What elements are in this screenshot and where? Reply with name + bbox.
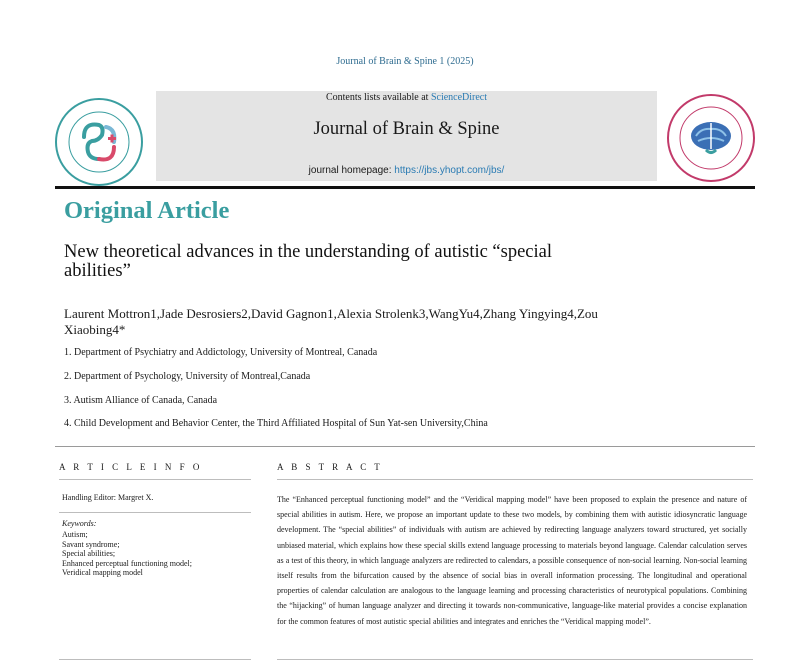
abstract-heading: A B S T R A C T	[277, 462, 383, 472]
handling-editor: Handling Editor: Margret X.	[62, 493, 154, 502]
article-info-heading: A R T I C L E I N F O	[59, 462, 203, 472]
section-divider	[55, 446, 755, 447]
hospital-logo-graphic	[54, 97, 144, 187]
article-title	[64, 243, 654, 281]
keyword-item: Veridical mapping model	[62, 568, 143, 578]
contents-prefix: Contents lists available at	[325, 92, 431, 103]
header-rule	[55, 186, 755, 189]
abstract-bottom-rule	[277, 659, 753, 660]
article-title-line-1: New theoretical advances in the understanding of autistic “special	[64, 242, 553, 262]
journal-name: Journal of Brain & Spine	[313, 119, 500, 139]
sciencedirect-link[interactable]: ScienceDirect	[430, 92, 488, 103]
homepage-prefix: journal homepage:	[308, 165, 395, 176]
keyword-item: Autism;	[62, 530, 88, 539]
abstract-rule	[277, 479, 753, 480]
keyword-item: Special abilities;	[62, 549, 116, 559]
affiliation-2: 2. Department of Psychology, University of Montreal,Canada	[64, 371, 311, 382]
hospital-logo	[54, 97, 144, 187]
contents-line	[156, 92, 657, 103]
brain-logo-graphic	[666, 93, 756, 183]
keyword-item: Savant syndrome;	[62, 539, 120, 549]
keyword-list	[62, 530, 192, 578]
affiliation-3: 3. Autism Alliance of Canada, Canada	[64, 395, 218, 406]
homepage-line	[156, 165, 657, 176]
article-info-rule	[59, 479, 251, 480]
keywords-label: Keywords:	[62, 519, 97, 528]
homepage-link[interactable]: https://jbs.yhopt.com/jbs/	[394, 165, 505, 176]
research-center-logo	[666, 93, 756, 183]
affiliation-1: 1. Department of Psychiatry and Addictology, University of Montreal, Canada	[64, 347, 378, 358]
affiliation-4: 4. Child Development and Behavior Center, the Third Affiliated Hospital of Sun Yat-sen University,China	[64, 418, 488, 429]
journal-reference[interactable]: Journal of Brain & Spine 1 (2025)	[336, 56, 474, 67]
article-title-line-2: abilities”	[64, 261, 131, 281]
author-list	[64, 306, 664, 338]
author-list-line-2: Xiaobing4*	[64, 322, 126, 337]
article-info-bottom-rule	[59, 659, 251, 660]
handling-editor-rule	[59, 512, 251, 513]
keyword-item: Enhanced perceptual functioning model;	[62, 558, 192, 568]
article-type: Original Article	[64, 197, 230, 224]
abstract-text: The “Enhanced perceptual functioning model” and the “Veridical mapping model” have been proposed to explain the presence and nature of special abilities in autism. Here, we propose an important update to these two models, by combining them with autistic idiosyncratic language development. The “special abilities” of individuals with autism are achieved by redirecting language analyzers toward structured, yet socially unbiased material, which explains how these special skills extend language processing to materials beyond language. Calendar calculation serves as a test of this theory, in which language analyzers are redirected to calendars, a possible consequence of non-social learning. Non-social learning itself results from the bifurcation caused by the absence of social bias in overall information processing. The longitudinal and operational properties of calendar calculation are analogous to the language learning and processing characteristics of neurotypical populations. Combining the “hijacking” of human language analyzer and directing it towards non-communicative, language-like material provides a concise explanation for the common features of most autistic special abilities and integrates and enriches the “Veridical mapping model”.	[277, 495, 747, 626]
author-list-line-1: Laurent Mottron1,Jade Desrosiers2,David Gagnon1,Alexia Strolenk3,WangYu4,Zhang Yingying4,Zou	[64, 306, 598, 321]
